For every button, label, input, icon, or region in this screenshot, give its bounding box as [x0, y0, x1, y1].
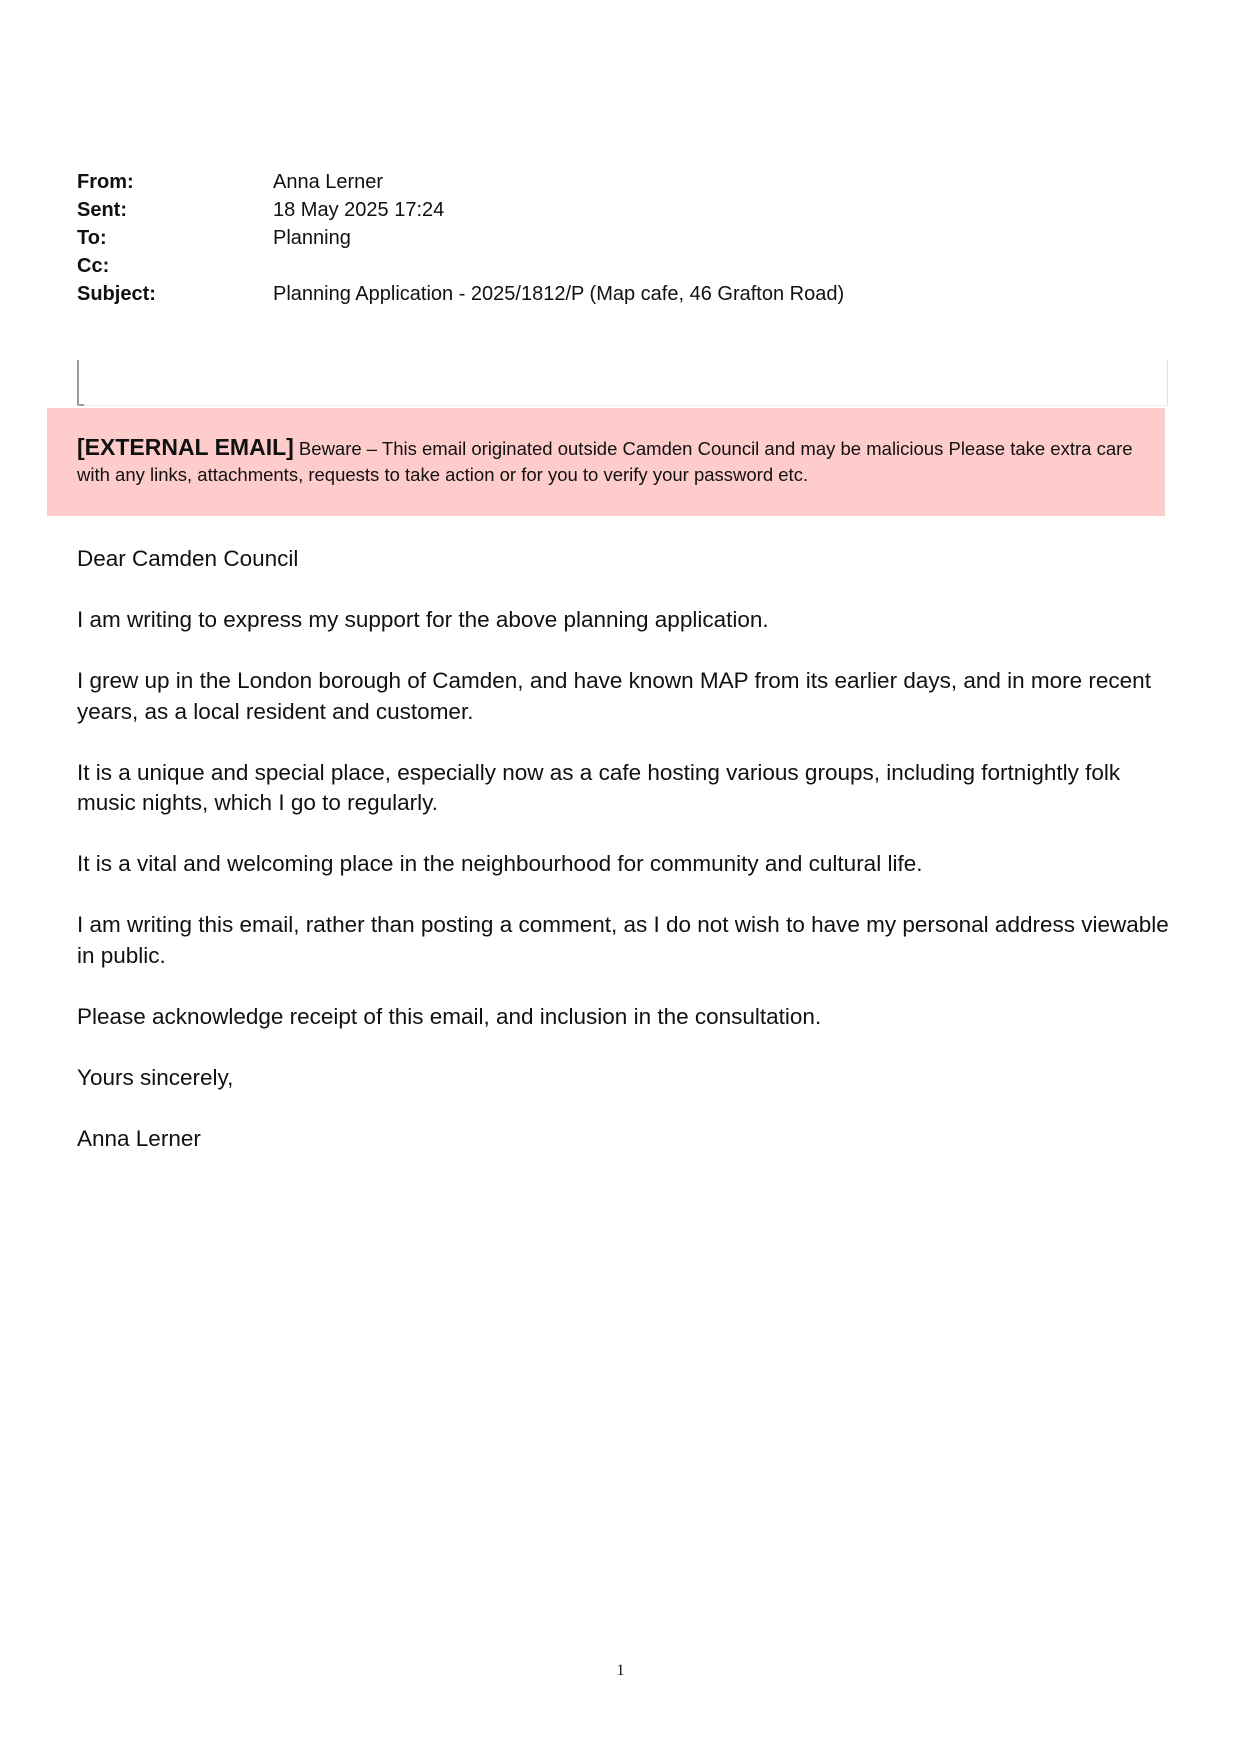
- cc-row: [77, 252, 1177, 280]
- warning-message: Beware – This email originated outside Camden Council and may be malicious Please take extra care with any links, attachments, requests to take action or for you to verify your password etc.: [77, 438, 1133, 485]
- sent-row: [77, 196, 1177, 224]
- body-paragraph-5: I am writing this email, rather than posting a comment, as I do not wish to have my personal address viewable in public.: [77, 912, 1169, 968]
- quote-frame-tick: [79, 404, 84, 406]
- subject-label: Subject:: [77, 282, 156, 305]
- subject-row: [77, 280, 1177, 308]
- sent-value: 18 May 2025 17:24: [273, 198, 445, 221]
- to-row: [77, 224, 1177, 252]
- warning-tag: [EXTERNAL EMAIL]: [77, 434, 294, 460]
- warning-text: [77, 434, 1153, 488]
- signature: Anna Lerner: [77, 1125, 201, 1151]
- closing: Yours sincerely,: [77, 1064, 234, 1090]
- body-paragraph-2: I grew up in the London borough of Camden, and have known MAP from its earlier days, and in more recent years, as a local resident and customer.: [77, 668, 1151, 724]
- quote-frame-divider: [77, 360, 1168, 406]
- body-paragraph-1: I am writing to express my support for the above planning application.: [77, 607, 769, 632]
- from-label: From:: [77, 170, 134, 193]
- external-email-warning-banner: [47, 408, 1165, 516]
- page-number: 1: [616, 1662, 625, 1679]
- email-body: [77, 544, 1177, 1185]
- to-label: To:: [77, 226, 107, 249]
- email-header: [77, 168, 1177, 308]
- to-value: Planning: [273, 226, 351, 249]
- greeting: Dear Camden Council: [77, 546, 299, 571]
- from-row: [77, 168, 1177, 196]
- cc-label: Cc:: [77, 254, 110, 277]
- from-value: Anna Lerner: [273, 170, 384, 193]
- body-paragraph-6: Please acknowledge receipt of this email, and inclusion in the consultation.: [77, 1003, 822, 1029]
- subject-value: Planning Application - 2025/1812/P (Map cafe, 46 Grafton Road): [273, 282, 845, 305]
- body-paragraph-3: It is a unique and special place, especially now as a cafe hosting various groups, including fortnightly folk music nights, which I go to regularly.: [77, 759, 1121, 815]
- body-paragraph-4: It is a vital and welcoming place in the neighbourhood for community and cultural life.: [77, 851, 923, 876]
- sent-label: Sent:: [77, 198, 127, 221]
